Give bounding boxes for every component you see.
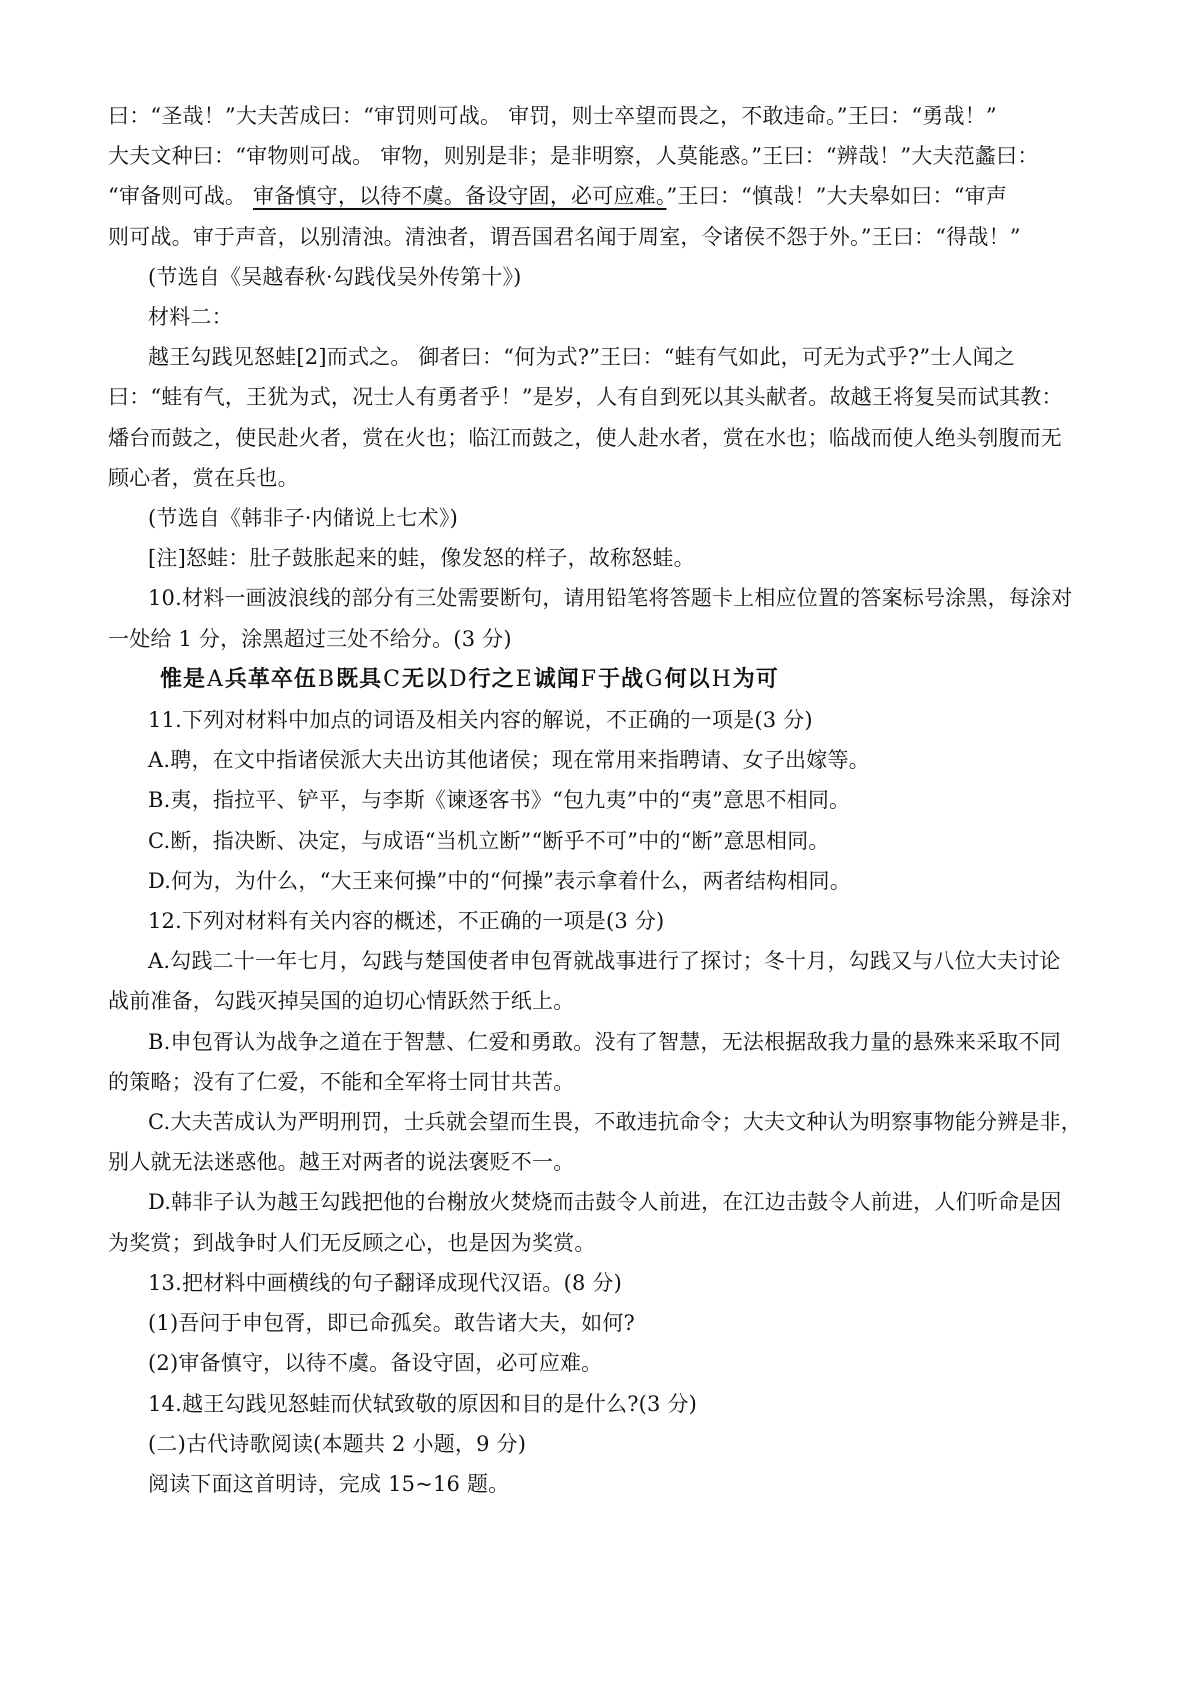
segment: 于战	[597, 665, 644, 692]
option-d: D.韩非子认为越王勾践把他的台榭放火焚烧而击鼓令人前进，在江边击鼓令人前进，人们听命是因	[148, 1190, 1062, 1215]
section-intro: 阅读下面这首明诗，完成 15~16 题。	[148, 1471, 510, 1496]
option-c: C.大夫苦成认为严明刑罚，士兵就会望而生畏，不敢违抗命令；大夫文种认为明察事物能分辨是非，	[148, 1110, 1082, 1135]
question-stem: 12.下列对材料有关内容的概述，不正确的一项是(3 分)	[148, 909, 665, 934]
question-10	[108, 578, 1098, 700]
question-stem: 10.材料一画波浪线的部分有三处需要断句，请用铅笔将答题卡上相应位置的答案标号涂黑，每涂对	[148, 586, 1073, 611]
text-line: 大夫文种曰：“审物则可战。 审物，则别是非；是非明察，人莫能惑。”王曰：“辨哉！”大夫范蠡曰：	[108, 144, 1039, 169]
segment: 何以	[664, 665, 711, 692]
option-a-continued: 战前准备，勾践灭掉吴国的迫切心情跃然于纸上。	[108, 989, 575, 1014]
break-mark: G	[644, 666, 664, 692]
segment: 兵革卒伍	[224, 665, 317, 692]
material-two-passage	[108, 297, 1098, 578]
footnote: [注]怒蛙：肚子鼓胀起来的蛙，像发怒的样子，故称怒蛙。	[148, 546, 695, 571]
question-stem: 11.下列对材料中加点的词语及相关内容的解说，不正确的一项是(3 分)	[148, 708, 813, 733]
underlined-sentence: 审备慎守，以待不虞。备设守固，必可应难。	[253, 184, 667, 209]
text-span: “审备则可战。	[108, 184, 254, 209]
break-mark: E	[515, 666, 533, 692]
option-a: A.聘，在文中指诸侯派大夫出访其他诸侯；现在常用来指聘请、女子出嫁等。	[148, 748, 870, 773]
question-11	[108, 700, 1098, 901]
question-stem: 13.把材料中画横线的句子翻译成现代汉语。(8 分)	[148, 1270, 623, 1295]
text-line: 则可战。审于声音，以别清浊。清浊者，谓吾国君名闻于周室，令诸侯不怨于外。”王曰：“得哉！”	[108, 224, 1021, 249]
break-mark: H	[711, 666, 732, 692]
option-b: B.夷，指拉平、铲平，与李斯《谏逐客书》“包九夷”中的“夷”意思不相同。	[148, 788, 851, 813]
material-heading: 材料二：	[148, 305, 233, 330]
segment: 惟是	[160, 665, 207, 692]
segment: 行之	[468, 665, 515, 692]
option-a: A.勾践二十一年七月，勾践与楚国使者申包胥就战事进行了探讨；冬十月，勾践又与八位大夫讨论	[148, 949, 1061, 974]
question-stem-continued: 一处给 1 分，涂黑超过三处不给分。(3 分)	[108, 626, 512, 651]
text-line: 越王勾践见怒蛙[2]而式之。 御者曰：“何为式?”王曰：“蛙有气如此，可无为式乎?”士人闻之	[148, 345, 1016, 370]
source-citation: (节选自《吴越春秋·勾践伐吴外传第十》)	[148, 264, 522, 289]
document-page	[108, 96, 1098, 1504]
break-mark: C	[383, 666, 401, 692]
text-line: 曰：“圣哉！”大夫苦成曰：“审罚则可战。 审罚，则士卒望而畏之，不敢违命。”王曰：“勇哉！”	[108, 104, 997, 128]
break-mark: F	[580, 666, 597, 692]
text-span: ”王曰：“慎哉！”大夫皋如曰：“审声	[666, 184, 1008, 209]
translation-sentence-2: (2)审备慎守，以待不虞。备设守固，必可应难。	[148, 1351, 603, 1376]
question-stem: 14.越王勾践见怒蛙而伏轼致敬的原因和目的是什么?(3 分)	[148, 1391, 698, 1416]
segment: 诚闻	[533, 665, 580, 692]
source-citation: (节选自《韩非子·内储说上七术》)	[148, 506, 458, 531]
section-2	[108, 1424, 1098, 1504]
option-b: B.申包胥认为战争之道在于智慧、仁爱和勇敢。没有了智慧，无法根据敌我力量的悬殊来采取不同	[148, 1029, 1061, 1054]
break-mark: A	[207, 666, 224, 692]
option-d-continued: 为奖赏；到战争时人们无反顾之心，也是因为奖赏。	[108, 1230, 596, 1255]
sentence-break-options	[108, 659, 1098, 700]
text-line: 燔台而鼓之，使民赴火者，赏在火也；临江而鼓之，使人赴水者，赏在水也；临战而使人绝头刳腹而无	[108, 425, 1062, 450]
question-14	[108, 1384, 1098, 1424]
break-mark: D	[448, 666, 468, 692]
option-d: D.何为，为什么，“大王来何操”中的“何操”表示拿着什么，两者结构相同。	[148, 868, 851, 893]
segment: 为可	[732, 665, 779, 692]
option-c-continued: 别人就无法迷惑他。越王对两者的说法褒贬不一。	[108, 1150, 575, 1175]
translation-sentence-1: (1)吾问于申包胥，即已命孤矣。敢告诸大夫，如何?	[148, 1311, 636, 1336]
segment: 无以	[401, 665, 448, 692]
segment: 既具	[336, 665, 383, 692]
text-line	[108, 176, 1098, 216]
section-heading: (二)古代诗歌阅读(本题共 2 小题，9 分)	[148, 1431, 527, 1456]
question-13	[108, 1263, 1098, 1384]
break-mark: B	[317, 666, 336, 692]
option-c: C.断，指决断、决定，与成语“当机立断”“断乎不可”中的“断”意思相同。	[148, 828, 830, 853]
option-b-continued: 的策略；没有了仁爱，不能和全军将士同甘共苦。	[108, 1069, 575, 1094]
text-line: 顾心者，赏在兵也。	[108, 465, 299, 490]
question-12	[108, 901, 1098, 1263]
text-line: 曰：“蛙有气，王犹为式，况士人有勇者乎！”是岁，人有自到死以其头献者。故越王将复吴而试其教：	[108, 385, 1063, 410]
material-one-passage	[108, 96, 1098, 297]
